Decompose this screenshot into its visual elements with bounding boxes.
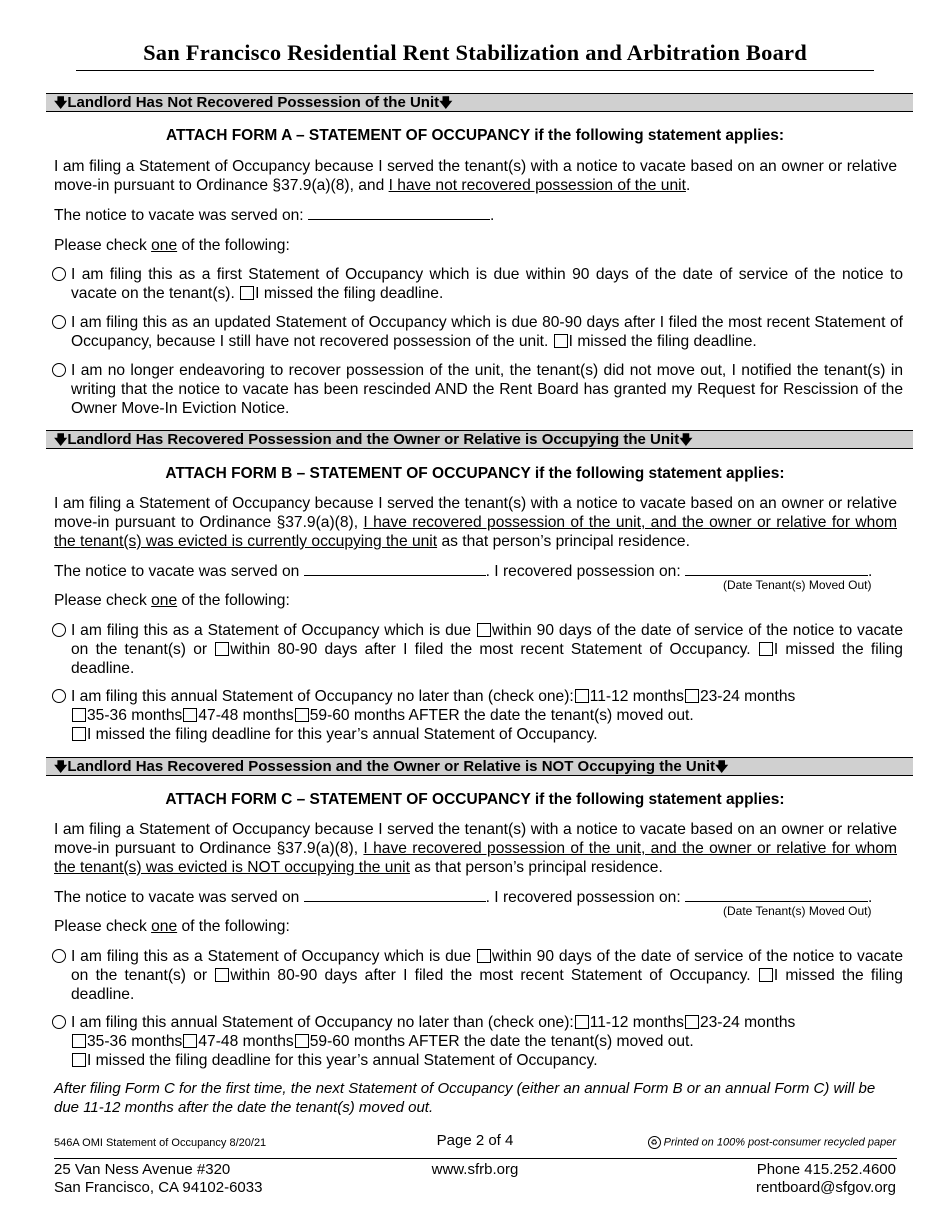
form-id: 546A OMI Statement of Occupancy 8/20/21: [54, 1137, 267, 1149]
form-c-note: After filing Form C for the first time, the next Statement of Occupancy (either an annual Form B or an annual Form C) will be due 11-12 months after the date the tenant(s) moved out.: [54, 1080, 876, 1116]
down-arrow-icon: 🡇: [54, 759, 68, 774]
check-one-label: Please check one of the following:: [54, 237, 290, 254]
down-arrow-icon: 🡇: [439, 95, 453, 110]
months-23-24-checkbox[interactable]: [685, 689, 699, 703]
footer-email[interactable]: rentboard@sfgov.org: [755, 1179, 896, 1196]
served-date-field[interactable]: [304, 561, 486, 576]
footer-website[interactable]: www.sfrb.org: [431, 1161, 519, 1178]
title-rule: [76, 70, 874, 71]
form-c-option2-radio[interactable]: [52, 1015, 66, 1029]
within-90-days-checkbox[interactable]: [477, 949, 491, 963]
form-c-heading: ATTACH FORM C – STATEMENT OF OCCUPANCY if the following statement applies:: [165, 791, 785, 808]
form-a-option3: I am no longer endeavoring to recover possession of the unit, the tenant(s) did not move out, I notified the tenant(s) in writing that the notice to vacate has been rescinded AND the Rent Board has granted my Request for Rescission of the Owner Move-In Eviction Notice.: [71, 362, 903, 417]
date-caption: (Date Tenant(s) Moved Out): [723, 578, 872, 592]
page-title: San Francisco Residential Rent Stabilization and Arbitration Board: [143, 40, 807, 65]
form-a-paragraph: I am filing a Statement of Occupancy because I served the tenant(s) with a notice to vacate based on an owner or relative move-in pursuant to Ordinance §37.9(a)(8), and I have not recovered possession of the unit.: [54, 158, 897, 194]
form-c-option1: I am filing this as a Statement of Occupancy which is due within 90 days of the date of service of the notice to vacate on the tenant(s) or within 80-90 days after I filed the most recent Statement of Occupancy. I missed the filing deadline.: [71, 948, 903, 1003]
missed-deadline-checkbox[interactable]: [759, 968, 773, 982]
section-b-bar-label: Landlord Has Recovered Possession and the Owner or Relative is Occupying the Unit: [67, 431, 680, 448]
date-caption: (Date Tenant(s) Moved Out): [723, 904, 872, 918]
form-a-option2-radio[interactable]: [52, 315, 66, 329]
form-a-option3-radio[interactable]: [52, 363, 66, 377]
missed-annual-checkbox[interactable]: [72, 1053, 86, 1067]
months-35-36-checkbox[interactable]: [72, 1034, 86, 1048]
missed-deadline-checkbox[interactable]: [759, 642, 773, 656]
form-b-option2: I am filing this annual Statement of Occupancy no later than (check one): 11-12 months 23-24 months 35-36 months 47-48 months 59-60 months AFTER the date the tenant(s) moved out. I missed the filing deadline for this year’s annual Statement of Occupancy.: [71, 688, 796, 743]
recovered-date-field[interactable]: [685, 887, 868, 902]
down-arrow-icon: 🡇: [679, 432, 693, 447]
form-b-option1-radio[interactable]: [52, 623, 66, 637]
footer-rule: [54, 1158, 897, 1159]
down-arrow-icon: 🡇: [54, 432, 68, 447]
within-90-days-checkbox[interactable]: [477, 623, 491, 637]
check-one-label: Please check one of the following:: [54, 918, 290, 935]
months-35-36-checkbox[interactable]: [72, 708, 86, 722]
form-c-option1-radio[interactable]: [52, 949, 66, 963]
within-80-90-days-checkbox[interactable]: [215, 642, 229, 656]
served-date-field[interactable]: [308, 205, 490, 220]
months-11-12-checkbox[interactable]: [575, 1015, 589, 1029]
recycle-icon: ♻: [648, 1136, 661, 1149]
months-23-24-checkbox[interactable]: [685, 1015, 699, 1029]
missed-deadline-checkbox[interactable]: [240, 286, 254, 300]
footer-address: 25 Van Ness Avenue #320 San Francisco, CA 94102-6033: [54, 1161, 263, 1196]
form-b-served-line: The notice to vacate was served on . I recovered possession on: .: [54, 563, 873, 580]
form-c-served-line: The notice to vacate was served on . I recovered possession on: .: [54, 889, 873, 906]
months-47-48-checkbox[interactable]: [183, 708, 197, 722]
form-b-paragraph: I am filing a Statement of Occupancy because I served the tenant(s) with a notice to vacate based on an owner or relative move-in pursuant to Ordinance §37.9(a)(8), I have recovered possession of the unit, and the owner or relative for whom the tenant(s) was evicted is currently occupying the unit as that person’s principal residence.: [54, 495, 897, 550]
form-a-option1-radio[interactable]: [52, 267, 66, 281]
missed-annual-checkbox[interactable]: [72, 727, 86, 741]
months-59-60-checkbox[interactable]: [295, 708, 309, 722]
down-arrow-icon: 🡇: [54, 95, 68, 110]
form-a-served-line: The notice to vacate was served on: .: [54, 207, 495, 224]
months-47-48-checkbox[interactable]: [183, 1034, 197, 1048]
recycled-note: ♻ Printed on 100% post-consumer recycled paper: [648, 1136, 896, 1149]
form-b-heading: ATTACH FORM B – STATEMENT OF OCCUPANCY if the following statement applies:: [165, 465, 785, 482]
down-arrow-icon: 🡇: [715, 759, 729, 774]
months-59-60-checkbox[interactable]: [295, 1034, 309, 1048]
section-b-bar: [46, 430, 913, 449]
within-80-90-days-checkbox[interactable]: [215, 968, 229, 982]
form-a-option1: I am filing this as a first Statement of Occupancy which is due within 90 days of the date of service of the notice to vacate on the tenant(s). I missed the filing deadline.: [71, 266, 903, 302]
months-11-12-checkbox[interactable]: [575, 689, 589, 703]
form-b-option2-radio[interactable]: [52, 689, 66, 703]
form-a-heading: ATTACH FORM A – STATEMENT OF OCCUPANCY if the following statement applies:: [166, 127, 784, 144]
recovered-date-field[interactable]: [685, 561, 868, 576]
form-c-option2: I am filing this annual Statement of Occupancy no later than (check one): 11-12 months 23-24 months 35-36 months 47-48 months 59-60 months AFTER the date the tenant(s) moved out. I missed the filing deadline for this year’s annual Statement of Occupancy.: [71, 1014, 796, 1069]
form-b-option1: I am filing this as a Statement of Occupancy which is due within 90 days of the date of service of the notice to vacate on the tenant(s) or within 80-90 days after I filed the most recent Statement of Occupancy. I missed the filing deadline.: [71, 622, 903, 677]
footer-contact: Phone 415.252.4600 rentboard@sfgov.org: [755, 1161, 896, 1196]
served-date-field[interactable]: [304, 887, 486, 902]
missed-deadline-checkbox[interactable]: [554, 334, 568, 348]
form-c-paragraph: I am filing a Statement of Occupancy because I served the tenant(s) with a notice to vacate based on an owner or relative move-in pursuant to Ordinance §37.9(a)(8), I have recovered possession of the unit, and the owner or relative for whom the tenant(s) was evicted is NOT occupying the unit as that person’s principal residence.: [54, 821, 897, 876]
section-c-bar: [46, 757, 913, 776]
section-a-bar: [46, 93, 913, 112]
section-a-bar-label: Landlord Has Not Recovered Possession of the Unit: [67, 94, 440, 111]
page-number: Page 2 of 4: [436, 1132, 514, 1149]
section-c-bar-label: Landlord Has Recovered Possession and the Owner or Relative is NOT Occupying the Unit: [67, 758, 716, 775]
check-one-label: Please check one of the following:: [54, 592, 290, 609]
form-a-option2: I am filing this as an updated Statement of Occupancy which is due 80-90 days after I filed the most recent Statement of Occupancy, because I still have not recovered possession of the unit. I missed the filing deadline.: [71, 314, 903, 350]
